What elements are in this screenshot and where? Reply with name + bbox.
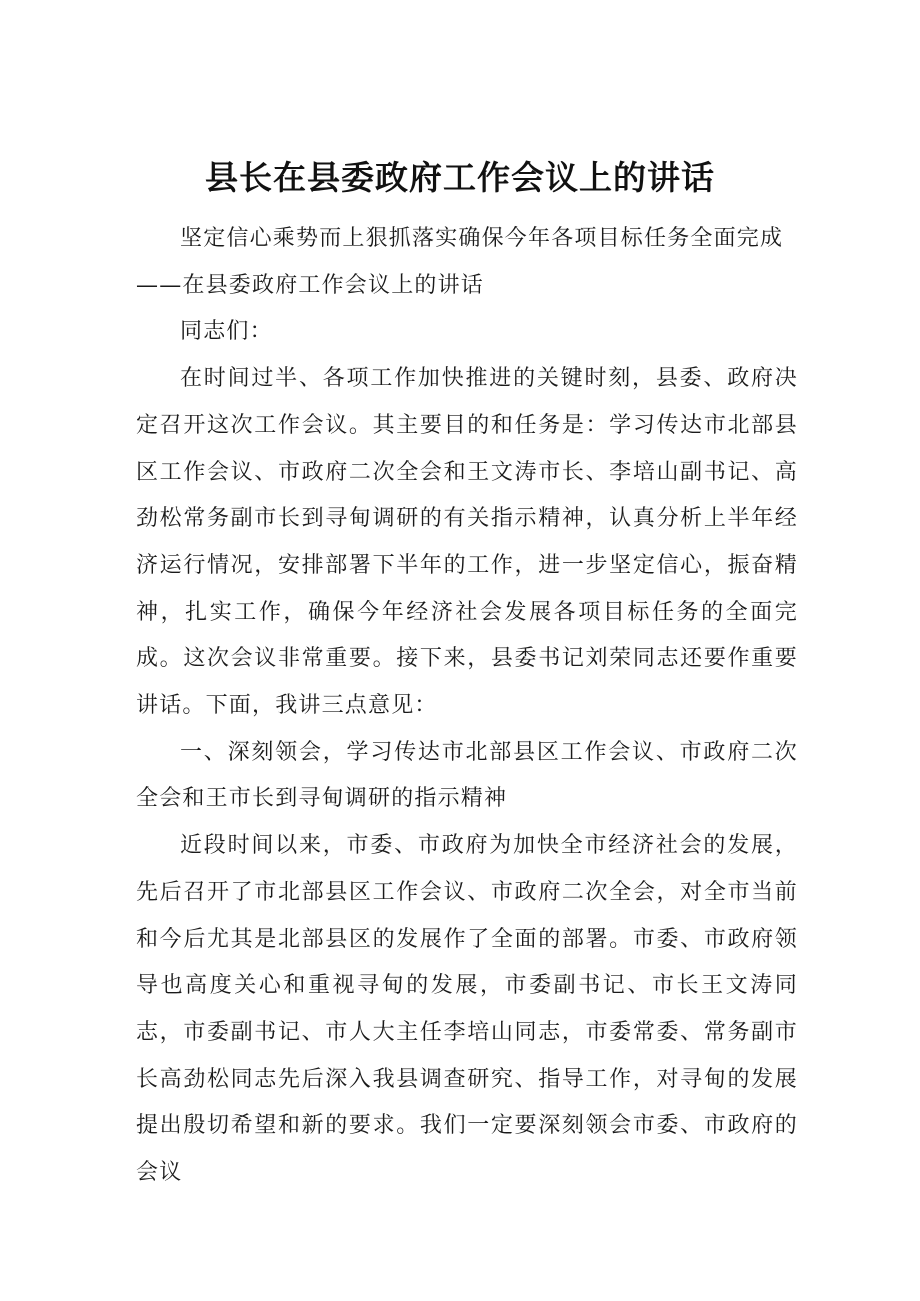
salutation: 同志们： <box>180 319 273 345</box>
document-title: 县长在县委政府工作会议上的讲话 <box>205 158 715 197</box>
paragraph-section-one: 近段时间以来，市委、市政府为加快全市经济社会的发展，先后召开了市北部县区工作会议、市政府二次全会，对全市当前和今后尤其是北部县区的发展作了全面的部署。市委、市政府领导也高度关心和重视寻甸的发展，市委副书记、市长王文涛同志，市委副书记、市人大主任李培山同志，市委常委、常务副市长高劲松同志先后深入我县调查研究、指导工作，对寻甸的发展提出殷切希望和新的要求。我们一定要深刻领会市委、市政府的会议 <box>136 833 798 1186</box>
paragraph-opening: 在时间过半、各项工作加快推进的关键时刻，县委、政府决定召开这次工作会议。其主要目的和任务是：学习传达市北部县区工作会议、市政府二次全会和王文涛市长、李培山副书记、高劲松常务副市长到寻甸调研的有关指示精神，认真分析上半年经济运行情况，安排部署下半年的工作，进一步坚定信心，振奋精神，扎实工作，确保今年经济社会发展各项目标任务的全面完成。这次会议非常重要。接下来，县委书记刘荣同志还要作重要讲话。下面，我讲三点意见： <box>136 366 798 719</box>
document-body <box>136 216 798 1197</box>
subtitle: 坚定信心乘势而上狠抓落实确保今年各项目标任务全面完成 <box>180 226 784 251</box>
section-heading-one: 一、深刻领会，学习传达市北部县区工作会议、市政府二次全会和王市长到寻甸调研的指示精神 <box>136 739 798 812</box>
subtitle-line-2: ——在县委政府工作会议上的讲话 <box>136 272 485 298</box>
